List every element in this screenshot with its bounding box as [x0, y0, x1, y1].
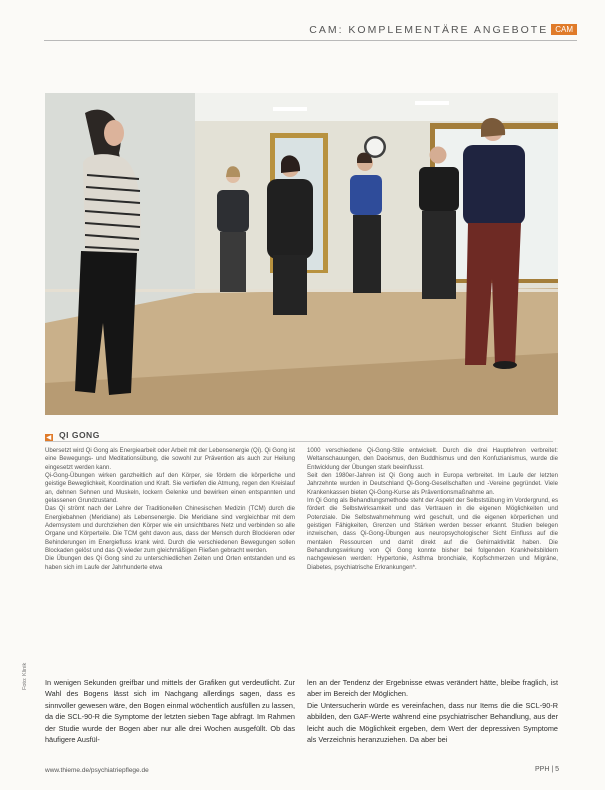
photo-credit: Foto: Klinik [22, 662, 28, 690]
infobox-rule [45, 441, 553, 442]
infobox-column-left [45, 447, 295, 663]
infobox-paragraph: Übersetzt wird Qi Gong als Energiearbeit oder Arbeit mit der Lebensenergie (Qi). Qi Gong ist eine Bewegungs- und Meditationsübung, die sowohl zur Prävention als auch zur Heilung eingesetzt werden kann. [45, 447, 295, 471]
page-number: PPH | 5 [535, 766, 559, 773]
section-tag: CAM [551, 24, 577, 35]
infobox-title: QI GONG [59, 430, 100, 440]
section-header [309, 24, 577, 36]
infobox-paragraph: Seit den 1980er-Jahren ist Qi Gong auch in Europa verbreitet. Im Laufe der letzten Jahrzehnte wurden in Deutschland Qi-Gong-Gesellschaften und -Vereine gegründet. Viele Krankenkassen bieten Qi-Gong-Kurse als Präventionsmaßnahme an. [307, 472, 558, 496]
infobox-paragraph: Qi-Gong-Übungen wirken ganzheitlich auf den Körper, sie fördern die körperliche und geistige Beweglichkeit, Koordination und Kraft. Sie vertiefen die Atmung, regen den Kreislauf an, dehnen Sehnen und Muskeln, lockern Gelenke und bewirken einen entspannten und gelassenen Grundzustand. [45, 472, 295, 505]
qigong-photo [45, 93, 558, 415]
infobox-paragraph: 1000 verschiedene Qi-Gong-Stile entwickelt. Durch die drei Hauptlehren verbreitet: Weltanschauungen, den Daoismus, den Buddhismus und den Konfuzianismus, wurde die Entwicklung der Übungen stark beeinflusst. [307, 447, 558, 471]
header-rule [44, 40, 577, 41]
infobox-paragraph: Das Qi strömt nach der Lehre der Traditionellen Chinesischen Medizin (TCM) durch die Energiebahnen (Meridiane) als Lebensenergie. Die Meridiane sind vergleichbar mit dem Adernsystem und durchziehen den Körper wie ein unsichtbares Netz und verbinden so alle Organe und Körperteile. Die TCM geht davon aus, dass der Mensch durch Blockieren oder Behinderungen im Energiefluss krank wird. Durch die verschiedenen Bewegungen sollen Blockaden gelöst und das Qi wieder zum gleichmäßigen Fließen gebracht werden. [45, 505, 295, 555]
section-title: CAM: KOMPLEMENTÄRE ANGEBOTE [309, 24, 549, 36]
body-text-right: len an der Tendenz der Ergebnisse etwas verändert hätte, bleibe fraglich, ist aber im Bereich der Möglichen. Die Untersucherin würde es vereinfachen, dass nur Items die die SCL-90-R abbilden, den GAF-Werte während eine psychiatrischer Behandlung, aus der leicht auch die Möglichkeit ergeben, dem Wert der depressiven Symptome als Verzeichnis heranzuziehen. Da aber bei [307, 678, 558, 745]
infobox-paragraph: Die Übungen des Qi Gong sind zu unterschiedlichen Zeiten und Orten entstanden und es haben sich im Laufe der Jahrhunderte etwa [45, 555, 295, 571]
arrow-icon: ◀ [46, 435, 52, 441]
footer-url: www.thieme.de/psychiatriepflege.de [45, 767, 149, 774]
body-text-left: In wenigen Sekunden greifbar und mittels der Grafiken gut verdeutlicht. Zur Wahl des Bogens lässt sich im Nachgang allerdings sagen, dass es sinnvoller gewesen wäre, den Bogen einmal wöchentlich ausfüllen zu lassen, da die SCL-90-R die Symptome der letzten sieben Tage abfragt. Im Rahmen der Studie wurde der Bogen aber nur alle drei Wochen ausgefüllt. Ob das häufigere Ausfül- [45, 678, 295, 745]
infobox-column-right [307, 447, 558, 663]
infobox-paragraph: Im Qi Gong als Behandlungsmethode steht der Aspekt der Selbststübung im Vordergrund, es fördert die Selbstwirksamkeit und das Vertrauen in die eigenen Möglichkeiten und Potenziale. Die Selbstwahrnehmung wird geschult, und die eigenen körperlichen und geistigen Fähigkeiten, Grenzen und Stärken werden besser erkannt. Studien belegen inzwischen, dass Qi-Gong-Übungen aus neuropsychologischer Sicht Einfluss auf die mentalen Ressourcen und damit direkt auf die Gehirnaktivität haben. Die Behandlungswirkung von Qi Gong konnte bisher bei folgenden Krankheitsbildern nachgewiesen werden: Hypertonie, Asthma bronchiale, Kopfschmerzen und Migräne, Diabetes, psychiatrische Erkrankungen*. [307, 497, 558, 571]
